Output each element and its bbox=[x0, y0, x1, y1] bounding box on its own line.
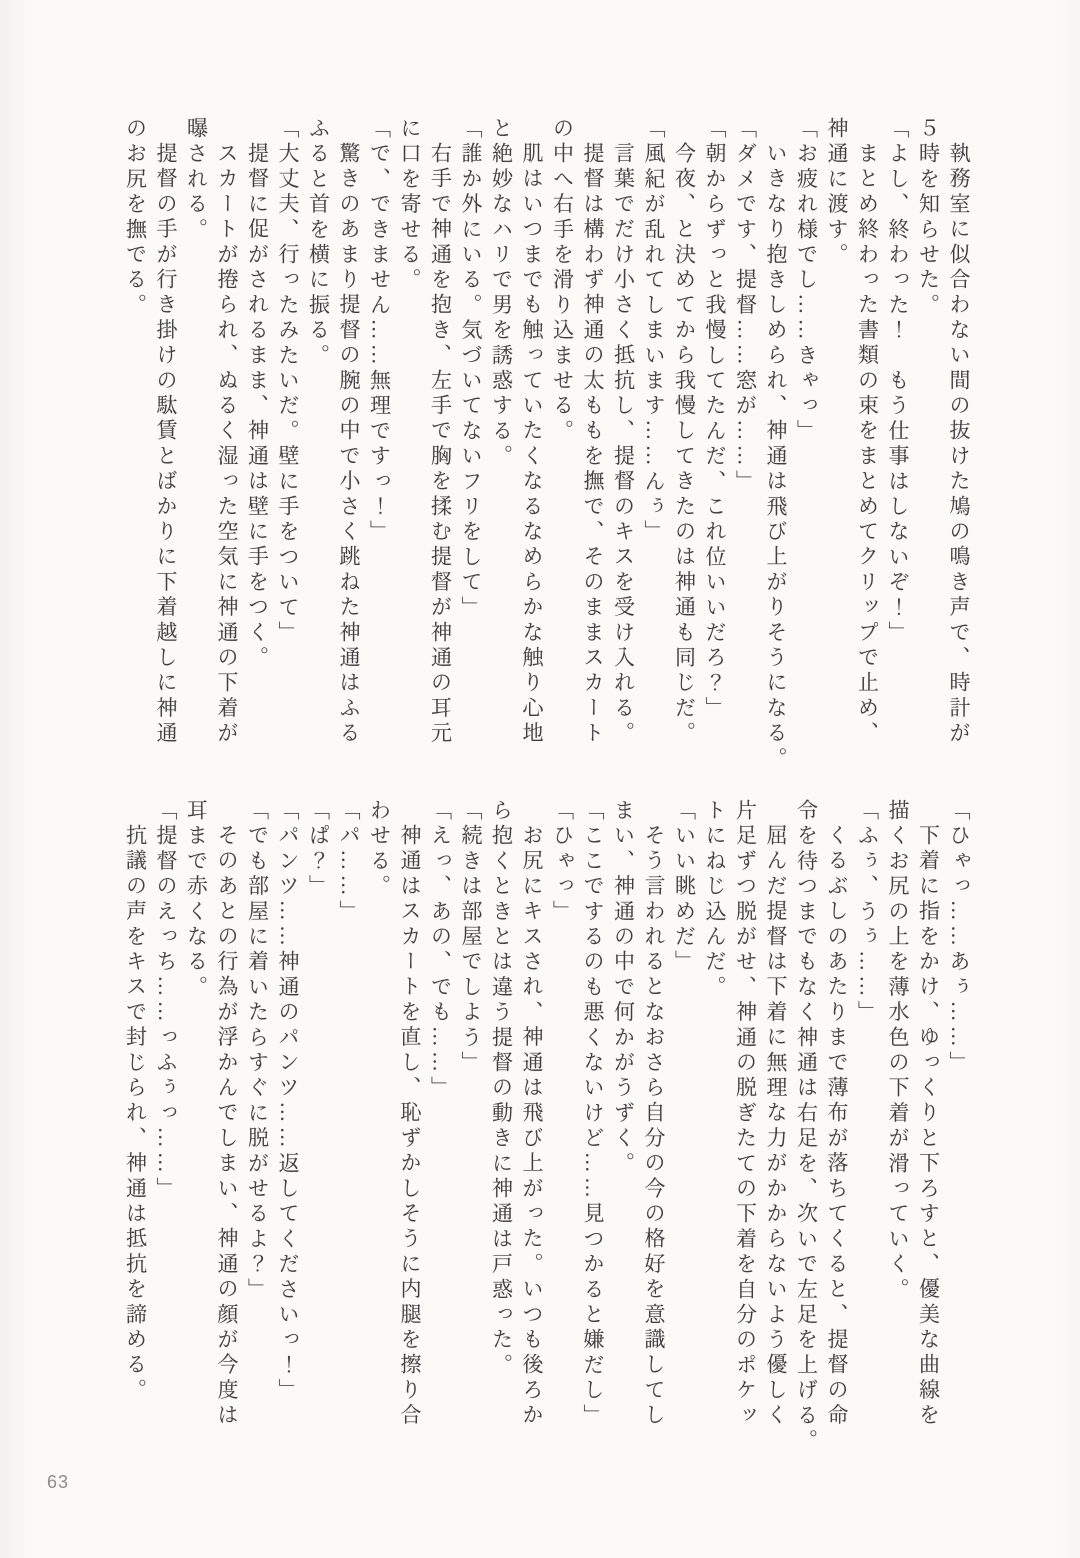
text-line: 驚きのあまり提督の腕の中で小さく跳ねた神通はふる bbox=[337, 142, 361, 747]
text-line: 下着に指をかけ、ゆっくりと下ろすと、優美な曲線を bbox=[916, 824, 941, 1429]
text-line: 「ふぅ、うぅ……」 bbox=[855, 799, 880, 1026]
text-line: まい、神通の中で何かがうずく。 bbox=[611, 799, 636, 1177]
text-line: 「でも部屋に着いたらすぐに脱がせるよ？」 bbox=[245, 799, 270, 1303]
text-line: いきなり抱きしめられ、神通は飛び上がりそうになる。 bbox=[764, 142, 788, 772]
text-line: 執務室に似合わない間の抜けた鳩の鳴き声で、時計が bbox=[947, 142, 971, 747]
text-line: の中へ右手を滑り込ませる。 bbox=[550, 117, 575, 445]
text-line: わせる。 bbox=[367, 799, 392, 900]
text-line: まとめ終わった書類の束をまとめてクリップで止め、 bbox=[855, 142, 880, 747]
text-line: と絶妙なハリで男を誘惑する。 bbox=[489, 117, 514, 470]
text-line: お尻にキスされ、神通は飛び上がった。いつも後ろか bbox=[520, 824, 544, 1429]
text-line: 提督の手が行き掛けの駄賃とばかりに下着越しに神通 bbox=[154, 142, 178, 747]
text-line: 「ひゃっ……あぅ……」 bbox=[947, 799, 971, 1077]
text-line: 「よし、終わった！ もう仕事はしないぞ！」 bbox=[886, 117, 910, 647]
text-line: そう言われるとなおさら自分の今の格好を意識してし bbox=[642, 824, 666, 1429]
text-line: 「いい眺めだ」 bbox=[672, 799, 697, 976]
text-line: 「風紀が乱れてしまいます……んぅ」 bbox=[642, 117, 666, 546]
page-number: 63 bbox=[47, 1472, 70, 1492]
text-line: 「で、できません……無理ですっ！」 bbox=[367, 117, 392, 546]
text-line: 屈んだ提督は下着に無理な力がかからないよう優しく bbox=[764, 824, 788, 1429]
text-line: に口を寄せる。 bbox=[398, 117, 422, 294]
text-line: 「誰か外にいる。気づいてないフリをして」 bbox=[459, 117, 483, 621]
text-line: 「お疲れ様でし……きゃっ」 bbox=[794, 117, 819, 445]
text-line: 「提督のえっち……っふぅっ……」 bbox=[154, 799, 178, 1203]
text-line: 提督は構わず神通の太ももを撫で、そのままスカート bbox=[581, 142, 605, 747]
text-line: ふると首を横に振る。 bbox=[306, 117, 331, 369]
text-line: 「ここでするのも悪くないけど……見つかると嫌だし」 bbox=[581, 799, 605, 1429]
text-line: 「ぱ？」 bbox=[306, 799, 331, 900]
text-line: のお尻を撫でる。 bbox=[123, 117, 148, 319]
text-line: そのあとの行為が浮かんでしまい、神通の顔が今度は bbox=[215, 824, 239, 1429]
text-line: 「ダメです、提督……窓が……」 bbox=[733, 117, 758, 495]
text-line: トにねじ込んだ。 bbox=[703, 799, 727, 1001]
text-line: 今夜、と決めてから我慢してきたのは神通も同じだ。 bbox=[672, 142, 697, 747]
text-line: ら抱くときとは違う提督の動きに神通は戸惑った。 bbox=[489, 799, 514, 1379]
text-line: 曝される。 bbox=[184, 117, 209, 243]
text-line: 片足ずつ脱がせ、神通の脱ぎたての下着を自分のポケッ bbox=[733, 799, 758, 1429]
text-line: 耳まで赤くなる。 bbox=[184, 799, 209, 1001]
text-line: 肌はいつまでも触っていたくなるなめらかな触り心地 bbox=[520, 142, 544, 747]
text-line: 「えっ、あの、でも……」 bbox=[428, 799, 453, 1102]
text-block-bottom bbox=[120, 799, 974, 1509]
text-line: 「ひゃっ」 bbox=[550, 799, 575, 925]
text-line: 令を待つまでもなく神通は右足を、次いで左足を上げる。 bbox=[794, 799, 819, 1455]
text-line: くるぶしのあたりまで薄布が落ちてくると、提督の命 bbox=[825, 824, 849, 1429]
text-block-top bbox=[120, 117, 974, 817]
text-line: 「大丈夫、行ったみたいだ。壁に手をついて」 bbox=[276, 117, 300, 647]
text-line: 「パ……」 bbox=[337, 799, 361, 925]
text-line: 描くお尻の上を薄水色の下着が滑っていく。 bbox=[886, 799, 910, 1303]
text-line: 「パンツ……神通のパンツ……返してくださいっ！」 bbox=[276, 799, 300, 1404]
text-line: 「朝からずっと我慢してたんだ、これ位いいだろ？」 bbox=[703, 117, 727, 722]
text-line: 抗議の声をキスで封じられ、神通は抵抗を諦める。 bbox=[123, 824, 148, 1404]
text-line: 「続きは部屋でしよう」 bbox=[459, 799, 483, 1077]
text-line: 右手で神通を抱き、左手で胸を揉む提督が神通の耳元 bbox=[428, 142, 453, 747]
text-line: 神通はスカートを直し、恥ずかしそうに内腿を擦り合 bbox=[398, 824, 422, 1429]
text-line: 神通に渡す。 bbox=[825, 117, 849, 269]
text-line: ５時を知らせた。 bbox=[916, 117, 941, 319]
text-line: 言葉でだけ小さく抵抗し、提督のキスを受け入れる。 bbox=[611, 142, 636, 747]
text-line: スカートが捲られ、ぬるく湿った空気に神通の下着が bbox=[215, 142, 239, 747]
text-line: 提督に促がされるまま、神通は壁に手をつく。 bbox=[245, 142, 270, 672]
